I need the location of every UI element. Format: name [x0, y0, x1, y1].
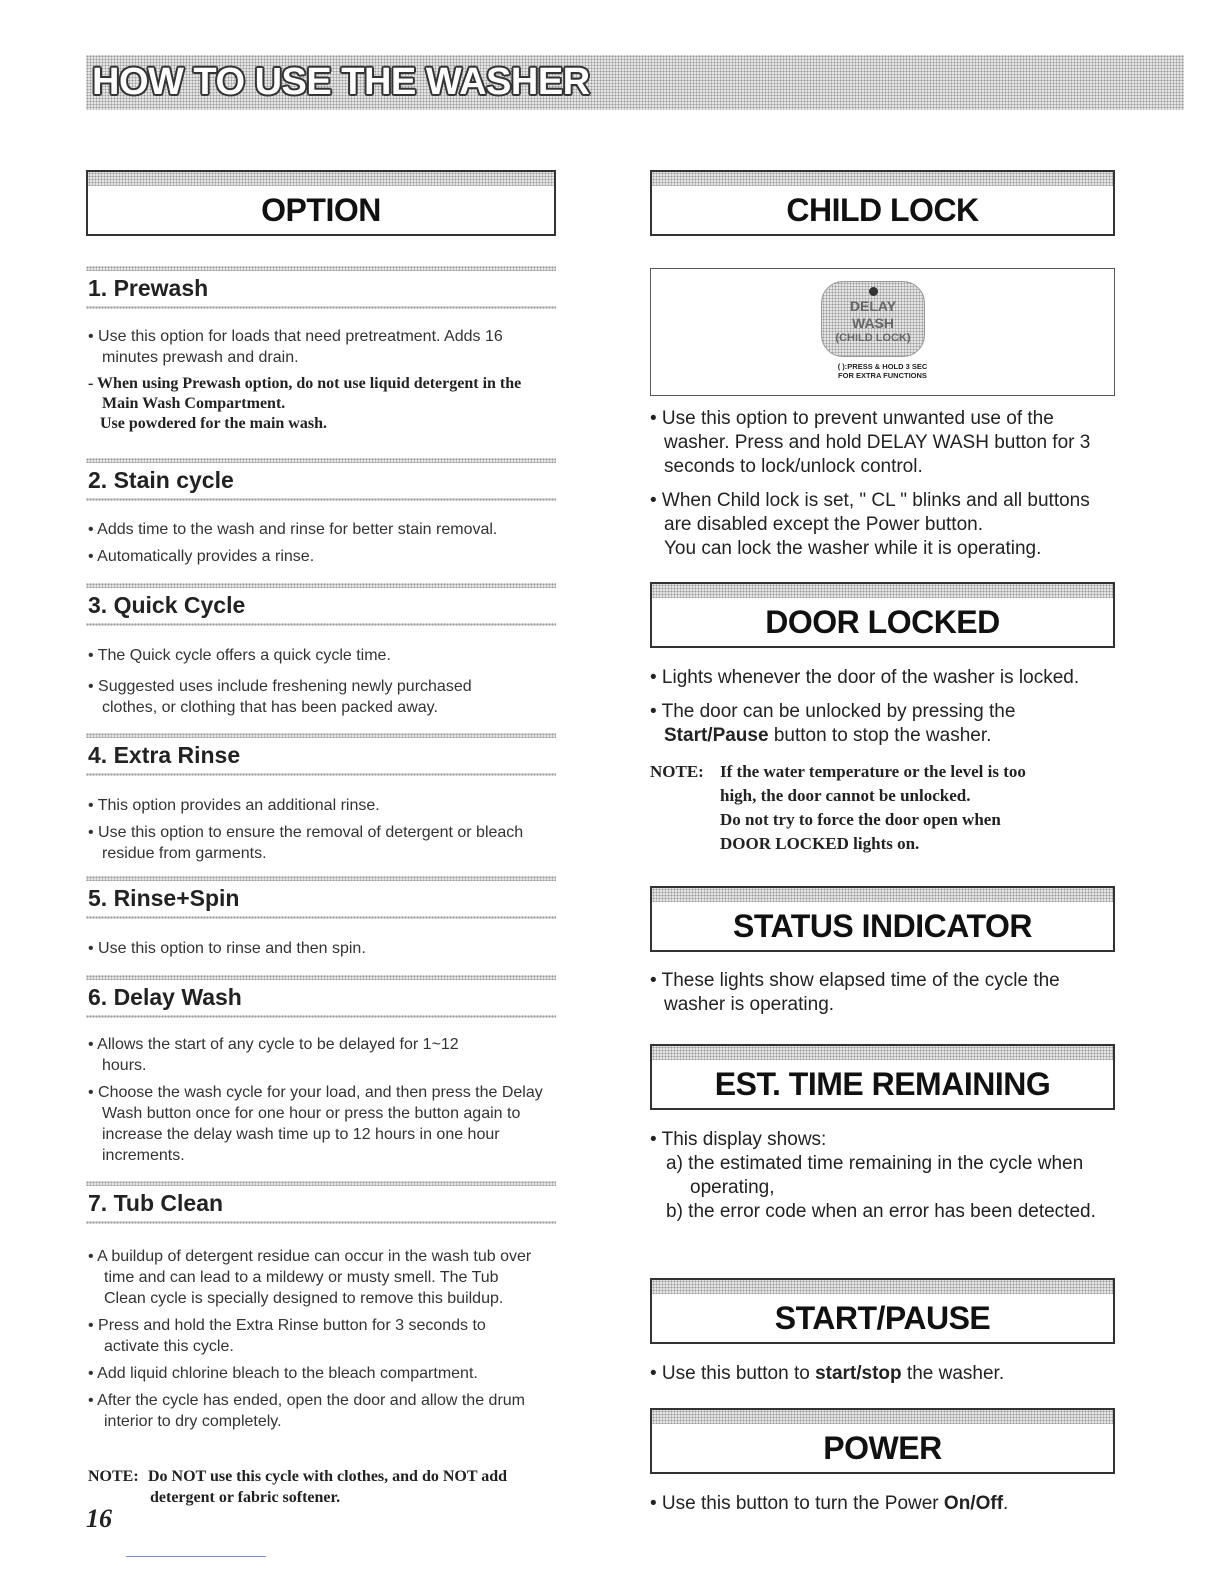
bullet	[650, 1492, 1120, 1516]
status-indicator-heading: STATUS INDICATOR	[733, 907, 1032, 944]
stain-cycle-title: 2. Stain cycle	[88, 467, 234, 493]
bullet: • Use this option to ensure the removal of detergent or bleach residue from garments.	[88, 824, 524, 862]
bullet: • Use this option to rinse and then spin.	[88, 940, 366, 957]
list-item: b) the error code when an error has been detected.	[666, 1201, 1096, 1222]
status-indicator-section-header	[650, 886, 1115, 952]
text: • Use this button to	[650, 1363, 816, 1384]
bold-text: On/Off	[943, 1493, 1004, 1514]
note-line: Do not try to force the door open when	[720, 810, 1001, 829]
header-texture	[652, 1046, 1113, 1060]
bullet: • This option provides an additional rinse.	[88, 797, 380, 814]
bullet: • These lights show elapsed time of the cycle the washer is operating.	[650, 970, 1060, 1015]
option-section-header	[86, 170, 556, 236]
divider	[86, 306, 556, 309]
divider	[86, 773, 556, 776]
prewash-note: - When using Prewash option, do not use liquid detergent in the Main Wash Compartment.	[88, 375, 522, 412]
start-pause-body	[650, 1362, 1120, 1386]
divider	[126, 1556, 266, 1557]
bullet: • A buildup of detergent residue can occur in the wash tub over time and can lead to a mildewy or musty smell. The Tub Clean cycle is specially designed to remove this buildup.	[88, 1248, 532, 1307]
bullet: • Add liquid chlorine bleach to the bleach compartment.	[88, 1365, 478, 1382]
quick-cycle-title: 3. Quick Cycle	[88, 592, 246, 618]
delay-wash-body	[88, 1034, 553, 1172]
est-time-body	[650, 1128, 1120, 1224]
button-label: WASH	[852, 315, 894, 331]
caption-line: ( ):PRESS & HOLD 3 SEC	[837, 362, 928, 371]
header-texture	[652, 172, 1113, 186]
bullet: • Use this option for loads that need pretreatment. Adds 16 minutes prewash and drain.	[88, 328, 503, 366]
tub-clean-body	[88, 1246, 543, 1438]
bullet: • Press and hold the Extra Rinse button for 3 seconds to activate this cycle.	[88, 1317, 486, 1355]
stain-cycle-subheading	[86, 458, 556, 501]
note-line: high, the door cannot be unlocked.	[720, 786, 971, 805]
bullet: • The Quick cycle offers a quick cycle time.	[88, 647, 391, 664]
status-indicator-body	[650, 969, 1120, 1023]
bullet: • Suggested uses include freshening newly purchased clothes, or clothing that has been packed away.	[88, 678, 472, 716]
bullet: • After the cycle has ended, open the door and allow the drum interior to dry completely.	[88, 1392, 525, 1430]
divider	[86, 498, 556, 501]
extra-rinse-subheading	[86, 733, 556, 776]
button-label: DELAY	[849, 298, 897, 314]
caption-line: FOR EXTRA FUNCTIONS	[838, 371, 927, 380]
note-label: NOTE:	[650, 762, 704, 781]
panel-caption	[651, 362, 1114, 380]
rinse-spin-title: 5. Rinse+Spin	[88, 885, 240, 911]
header-texture	[652, 584, 1113, 598]
text: the washer.	[901, 1363, 1005, 1384]
bold-text: start/stop	[815, 1363, 902, 1384]
prewash-body	[88, 326, 548, 434]
tub-clean-subheading	[86, 1181, 556, 1224]
delay-wash-button-illustration	[821, 281, 925, 357]
divider	[86, 623, 556, 626]
bullet: • Use this option to prevent unwanted use of the washer. Press and hold DELAY WASH button for 3 seconds to lock/unlock control.	[650, 408, 1091, 477]
text: • Use this button to turn the Power	[650, 1493, 944, 1514]
delay-wash-subheading	[86, 975, 556, 1018]
door-locked-body	[650, 666, 1120, 748]
bullet: • Lights whenever the door of the washer is locked.	[650, 667, 1080, 688]
divider	[86, 1015, 556, 1018]
power-section-header	[650, 1408, 1115, 1474]
divider	[86, 1221, 556, 1224]
text: button to stop the washer.	[768, 725, 992, 746]
extra-rinse-body	[88, 795, 528, 870]
est-time-section-header	[650, 1044, 1115, 1110]
child-lock-section-header	[650, 170, 1115, 236]
text: .	[1003, 1493, 1009, 1514]
button-label: (CHILD LOCK)	[835, 332, 911, 344]
note-line: DOOR LOCKED lights on.	[720, 834, 920, 853]
door-locked-heading: DOOR LOCKED	[765, 603, 1000, 640]
note-text: Do NOT use this cycle with clothes, and do NOT add detergent or fabric softener.	[148, 1468, 508, 1506]
bullet: • The door can be unlocked by pressing the	[650, 701, 1016, 722]
bold-text: Start/Pause	[664, 725, 769, 746]
tub-clean-note	[88, 1466, 528, 1508]
prewash-subheading	[86, 266, 556, 309]
prewash-title: 1. Prewash	[88, 275, 209, 301]
note-label: NOTE:	[88, 1468, 139, 1485]
tub-clean-title: 7. Tub Clean	[88, 1190, 224, 1216]
delay-wash-title: 6. Delay Wash	[88, 984, 242, 1010]
rinse-spin-subheading	[86, 876, 556, 919]
bullet	[650, 1362, 1120, 1386]
power-body	[650, 1492, 1120, 1516]
option-heading: OPTION	[261, 191, 381, 228]
divider	[86, 916, 556, 919]
stain-cycle-body	[88, 519, 548, 573]
quick-cycle-subheading	[86, 583, 556, 626]
bullet: • Adds time to the wash and rinse for better stain removal.	[88, 521, 498, 538]
page-number: 16	[86, 1504, 112, 1533]
child-lock-body	[650, 407, 1120, 561]
rinse-spin-body	[88, 938, 548, 965]
header-texture	[88, 172, 554, 186]
bullet: • This display shows:	[650, 1129, 827, 1150]
prewash-note-cont: Use powdered for the main wash.	[100, 415, 327, 432]
bullet: • When Child lock is set, " CL " blinks and all buttons are disabled except the Power button.	[650, 490, 1090, 535]
header-texture	[652, 1410, 1113, 1424]
page-title: HOW TO USE THE WASHER	[92, 61, 590, 103]
bullet: • Allows the start of any cycle to be delayed for 1~12 hours.	[88, 1036, 459, 1074]
door-locked-note	[650, 760, 1120, 856]
header-texture	[652, 888, 1113, 902]
note-line: If the water temperature or the level is too	[720, 762, 1026, 781]
est-time-heading: EST. TIME REMAINING	[714, 1065, 1051, 1102]
bullet-cont: You can lock the washer while it is operating.	[664, 538, 1042, 559]
list-item: a) the estimated time remaining in the cycle when operating,	[666, 1153, 1084, 1198]
bullet-cont	[650, 724, 1120, 748]
start-pause-section-header	[650, 1278, 1115, 1344]
page-header-banner	[86, 55, 1184, 110]
door-locked-section-header	[650, 582, 1115, 648]
header-texture	[652, 1280, 1113, 1294]
power-heading: POWER	[823, 1429, 942, 1466]
bullet: • Choose the wash cycle for your load, and then press the Delay Wash button once for one hour or press the button again to increase the delay wash time up to 12 hours in one hour increments.	[88, 1084, 543, 1164]
bullet: • Automatically provides a rinse.	[88, 548, 315, 565]
control-panel-illustration	[650, 268, 1115, 396]
quick-cycle-body	[88, 645, 528, 724]
extra-rinse-title: 4. Extra Rinse	[88, 742, 241, 768]
start-pause-heading: START/PAUSE	[774, 1299, 991, 1336]
indicator-light-icon	[869, 287, 878, 296]
child-lock-heading: CHILD LOCK	[786, 191, 979, 228]
